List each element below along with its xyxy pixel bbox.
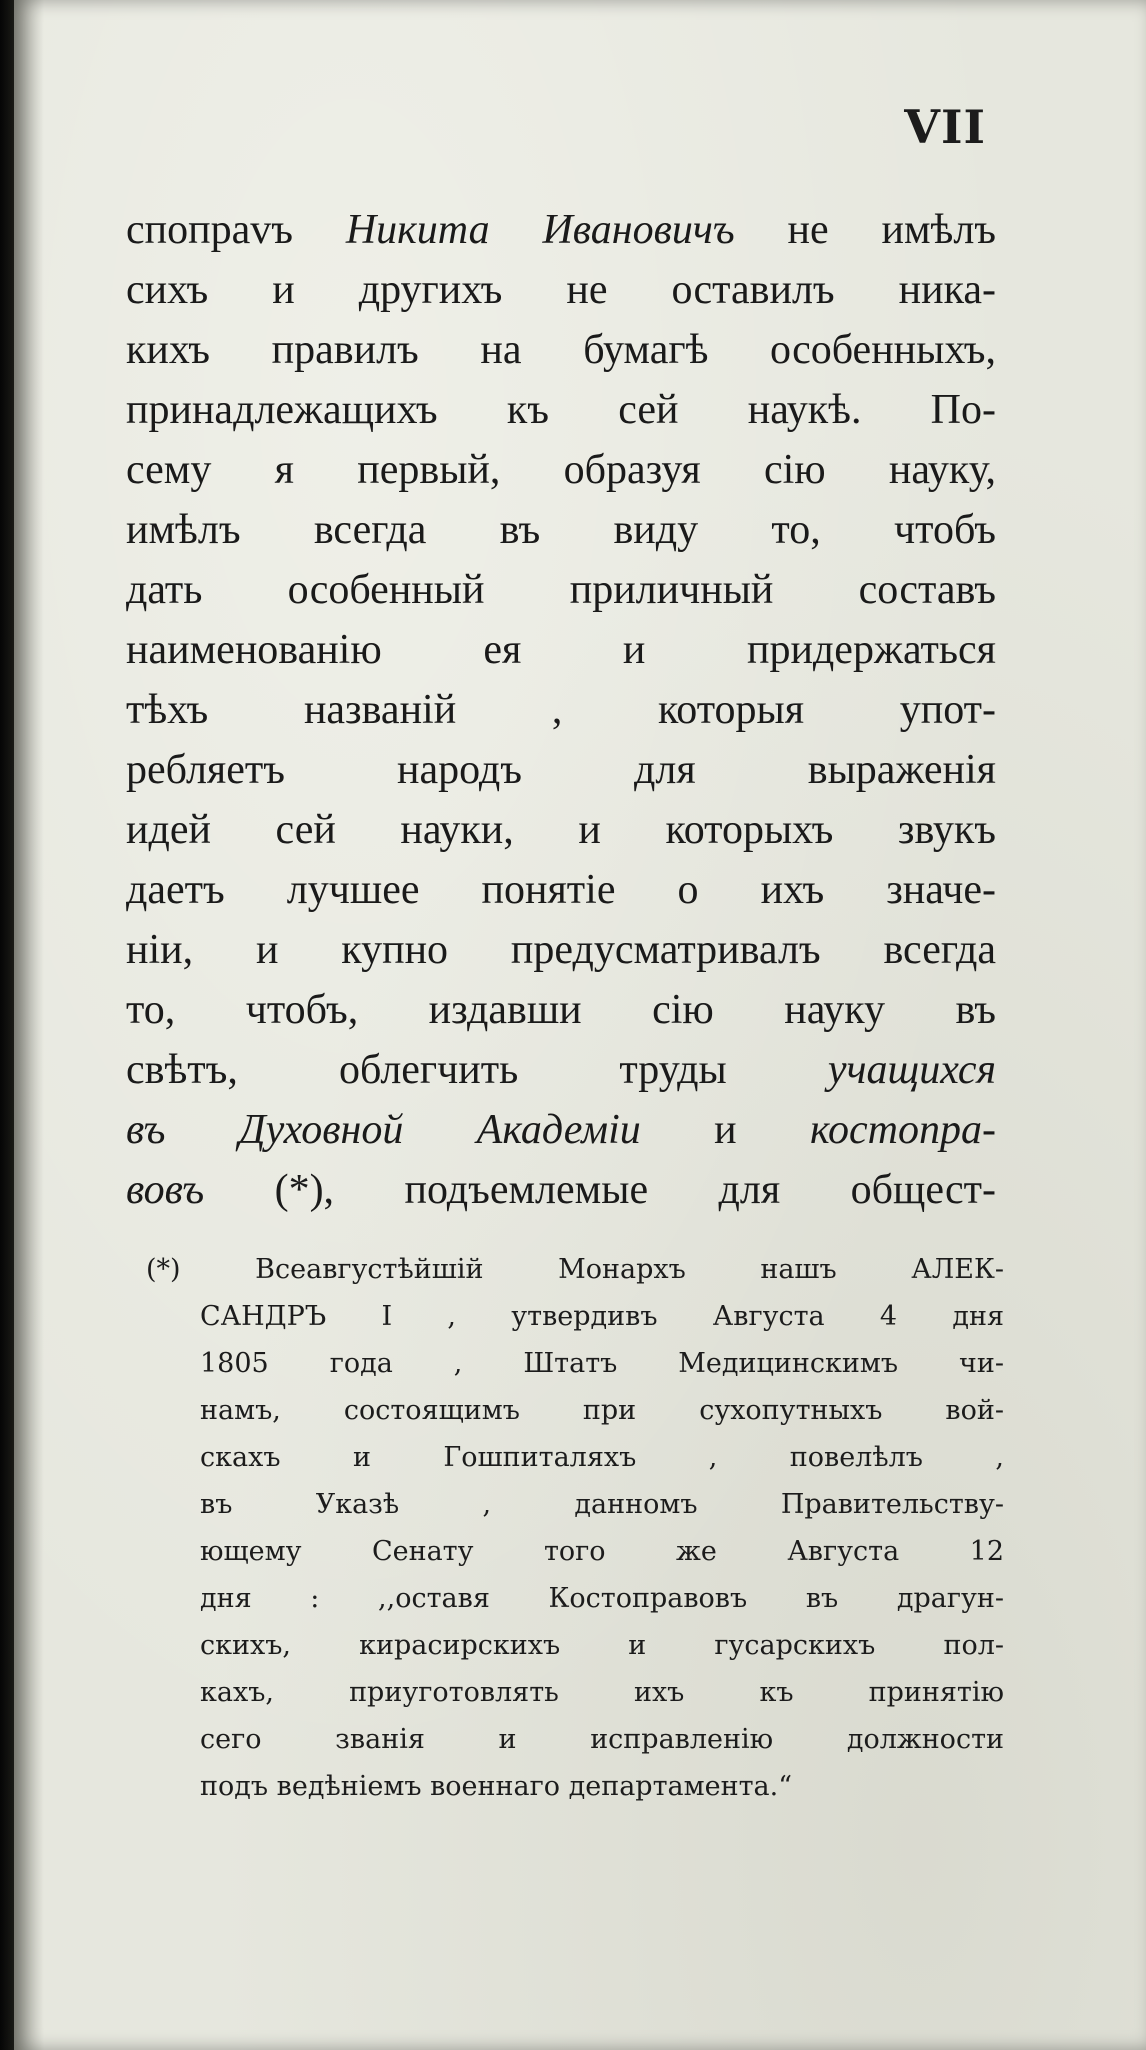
main-text-block	[126, 200, 996, 1220]
main-line: сему я первый, образуя сiю науку,	[126, 447, 996, 493]
binding-shadow	[14, 0, 44, 2050]
main-line: кихъ правилъ на бумагѣ особенныхъ,	[126, 327, 996, 373]
main-line: даетъ лучшее понятiе о ихъ значе-	[126, 867, 996, 913]
main-line: дать особенный приличный составъ	[126, 567, 996, 613]
main-line: сихъ и другихъ не оставилъ ника-	[126, 267, 996, 313]
main-line: то, чтобъ, издавши сiю науку въ	[126, 987, 996, 1033]
footnote-line: скахъ и Гошпиталяхъ , повелѣлъ ,	[200, 1442, 1004, 1473]
scan-dark-edge	[0, 0, 14, 2050]
main-line: въ Духовной Академiи и костопра-	[126, 1107, 996, 1153]
footnote-block	[146, 1246, 1004, 1810]
footnote-line: (*) Всеавгустѣйшiй Монархъ нашъ АЛЕК-	[146, 1254, 1004, 1285]
footnote-line: скихъ, кирасирскихъ и гусарскихъ пол-	[200, 1630, 1004, 1661]
footnote-line: въ Указѣ , данномъ Правительству-	[200, 1489, 1004, 1520]
main-line: ребляетъ народъ для выраженiя	[126, 747, 996, 793]
book-page	[14, 0, 1146, 2050]
main-line: тѣхъ названiй , которыя упот-	[126, 687, 996, 733]
main-line: принадлежащихъ къ сей наукѣ. По-	[126, 387, 996, 433]
footnote-line: САНДРЪ I , утвердивъ Августа 4 дня	[200, 1301, 1004, 1332]
footnote-line: кахъ, приуготовлять ихъ къ принятiю	[200, 1677, 1004, 1708]
footnote-line: сего званiя и исправленiю должности	[200, 1724, 1004, 1755]
main-line: нiи, и купно предусматривалъ всегда	[126, 927, 996, 973]
main-line: спопрavъ Никита Ивановичъ не имѣлъ	[126, 207, 996, 253]
footnote-line: намъ, состоящимъ при сухопутныхъ вой-	[200, 1395, 1004, 1426]
footnote-line: ющему Сенату того же Августа 12	[200, 1536, 1004, 1567]
page-number: VII	[904, 100, 986, 154]
footnote-line: 1805 года , Штатъ Медицинскимъ чи-	[200, 1348, 1004, 1379]
main-line: имѣлъ всегда въ виду то, чтобъ	[126, 507, 996, 553]
main-line: вовъ (*), подъемлемые для общест-	[126, 1167, 996, 1213]
main-line: свѣтъ, облегчить труды учащихся	[126, 1047, 996, 1093]
footnote-line: подъ ведѣнiемъ военнаго департамента.“	[200, 1771, 793, 1802]
main-line: наименованiю ея и придержаться	[126, 627, 996, 673]
footnote-line: дня : ,,оставя Костоправовъ въ драгун-	[200, 1583, 1004, 1614]
main-line: идей сей науки, и которыхъ звукъ	[126, 807, 996, 853]
